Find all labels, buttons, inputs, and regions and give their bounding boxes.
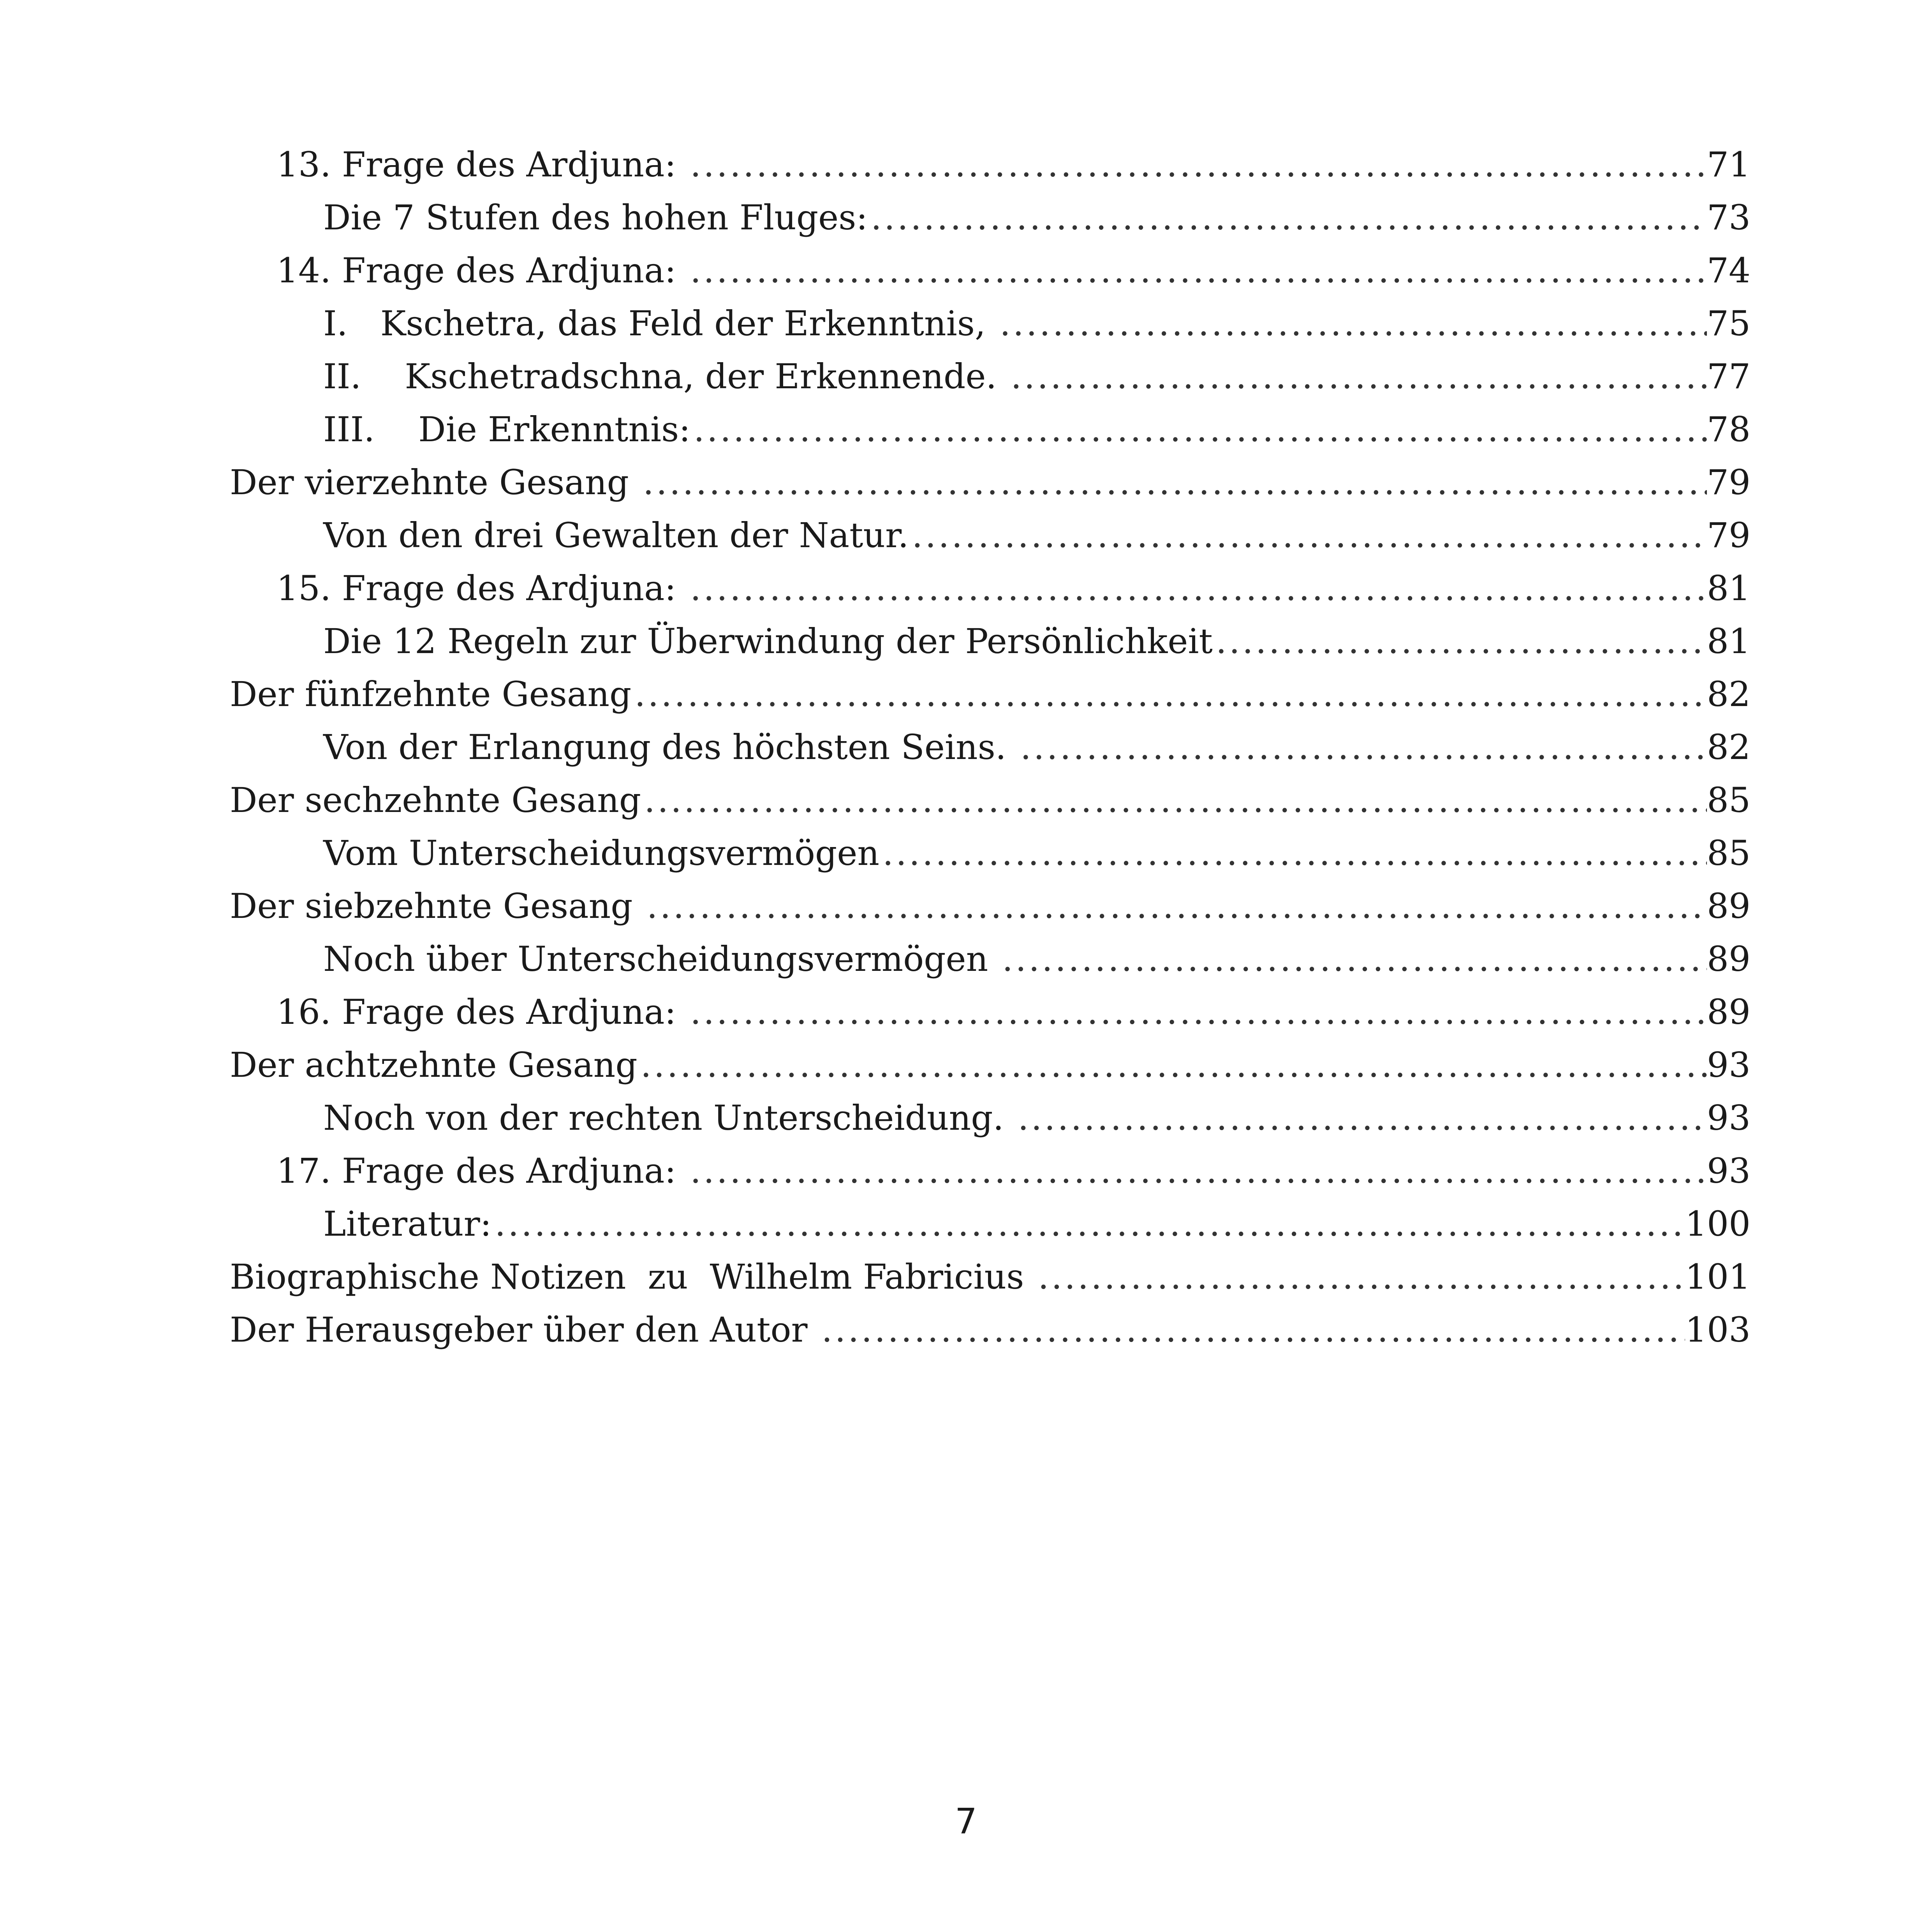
- toc-entry[interactable]: [230, 986, 1751, 1039]
- toc-entry-page: 73: [1707, 197, 1751, 238]
- toc-entry[interactable]: [230, 1039, 1751, 1092]
- dot-leader: [690, 403, 1707, 456]
- toc-entry-page: 81: [1707, 568, 1751, 608]
- toc-entry[interactable]: [230, 1145, 1751, 1198]
- toc-entry-label: 14. Frage des Ardjuna:: [277, 250, 687, 291]
- toc-entry[interactable]: [230, 191, 1751, 244]
- toc-entry[interactable]: [230, 880, 1751, 933]
- toc-entry[interactable]: [230, 456, 1751, 509]
- toc-entry-page: 103: [1685, 1310, 1751, 1350]
- toc-entry-page: 82: [1707, 727, 1751, 767]
- toc-entry-page: 93: [1707, 1098, 1751, 1138]
- toc-entry-label: Der achtzehnte Gesang: [230, 1045, 638, 1085]
- dot-leader: [491, 1198, 1685, 1250]
- dot-leader: [687, 244, 1707, 297]
- toc-entry-label: Die 12 Regeln zur Überwindung der Persönlichkeit: [323, 621, 1213, 661]
- toc-entry[interactable]: [230, 297, 1751, 350]
- toc-entry[interactable]: [230, 562, 1751, 615]
- toc-entry-label: Der sechzehnte Gesang: [230, 780, 641, 820]
- dot-leader: [879, 827, 1707, 880]
- toc-entry-page: 82: [1707, 674, 1751, 714]
- toc-entry[interactable]: [230, 774, 1751, 827]
- toc-entry-label: Die 7 Stufen des hohen Fluges:: [323, 197, 868, 238]
- toc-entry-page: 89: [1707, 992, 1751, 1032]
- dot-leader: [909, 509, 1707, 562]
- toc-entry-page: 71: [1707, 144, 1751, 185]
- table-of-contents: [230, 138, 1751, 1356]
- toc-entry[interactable]: [230, 403, 1751, 456]
- dot-leader: [641, 774, 1707, 827]
- toc-entry-label: Biographische Notizen zu Wilhelm Fabricius: [230, 1257, 1035, 1297]
- toc-entry[interactable]: [230, 509, 1751, 562]
- toc-entry-page: 93: [1707, 1045, 1751, 1085]
- toc-entry-label: Noch über Unterscheidungsvermögen: [323, 939, 999, 979]
- toc-entry-page: 78: [1707, 409, 1751, 449]
- dot-leader: [638, 1039, 1707, 1092]
- dot-leader: [819, 1303, 1685, 1356]
- toc-entry-page: 77: [1707, 356, 1751, 396]
- toc-entry-label: Noch von der rechten Unterscheidung.: [323, 1098, 1015, 1138]
- toc-entry-label: Der Herausgeber über den Autor: [230, 1310, 819, 1350]
- dot-leader: [687, 138, 1707, 191]
- toc-entry-label: Der siebzehnte Gesang: [230, 886, 644, 926]
- toc-entry-page: 81: [1707, 621, 1751, 661]
- toc-entry[interactable]: [230, 668, 1751, 721]
- toc-entry-page: 75: [1707, 303, 1751, 343]
- dot-leader: [1017, 721, 1707, 774]
- toc-entry-page: 79: [1707, 462, 1751, 502]
- toc-entry[interactable]: [230, 615, 1751, 668]
- toc-entry[interactable]: [230, 244, 1751, 297]
- toc-entry[interactable]: [230, 1092, 1751, 1145]
- dot-leader: [999, 933, 1707, 986]
- toc-entry-label: Der fünfzehnte Gesang: [230, 674, 632, 714]
- toc-entry[interactable]: [230, 138, 1751, 191]
- toc-entry-label: Von den drei Gewalten der Natur.: [323, 515, 909, 555]
- toc-entry[interactable]: [230, 827, 1751, 880]
- dot-leader: [687, 1145, 1707, 1198]
- toc-entry[interactable]: [230, 1250, 1751, 1303]
- dot-leader: [1035, 1250, 1685, 1303]
- toc-entry[interactable]: [230, 1198, 1751, 1250]
- toc-entry-label: 13. Frage des Ardjuna:: [277, 144, 687, 185]
- dot-leader: [631, 668, 1707, 721]
- dot-leader: [1007, 350, 1707, 403]
- dot-leader: [644, 880, 1707, 933]
- toc-entry-page: 74: [1707, 250, 1751, 291]
- toc-entry-label: II. Kschetradschna, der Erkennende.: [323, 356, 1008, 396]
- toc-entry-label: III. Die Erkenntnis:: [323, 409, 690, 449]
- dot-leader: [997, 297, 1707, 350]
- toc-entry-page: 100: [1685, 1204, 1751, 1244]
- toc-entry-label: 15. Frage des Ardjuna:: [277, 568, 687, 608]
- toc-entry[interactable]: [230, 721, 1751, 774]
- dot-leader: [640, 456, 1707, 509]
- toc-entry-label: Vom Unterscheidungsvermögen: [323, 833, 880, 873]
- toc-entry-label: 16. Frage des Ardjuna:: [277, 992, 687, 1032]
- toc-entry-page: 101: [1685, 1257, 1751, 1297]
- toc-entry[interactable]: [230, 1303, 1751, 1356]
- toc-entry-page: 79: [1707, 515, 1751, 555]
- toc-entry-label: Der vierzehnte Gesang: [230, 462, 640, 502]
- toc-entry-page: 89: [1707, 939, 1751, 979]
- dot-leader: [1213, 615, 1707, 668]
- toc-entry-page: 85: [1707, 780, 1751, 820]
- toc-entry-label: 17. Frage des Ardjuna:: [277, 1151, 687, 1191]
- dot-leader: [1015, 1092, 1707, 1145]
- toc-entry[interactable]: [230, 933, 1751, 986]
- dot-leader: [868, 191, 1707, 244]
- toc-entry-label: Von der Erlangung des höchsten Seins.: [323, 727, 1017, 767]
- toc-entry-label: I. Kschetra, das Feld der Erkenntnis,: [323, 303, 997, 343]
- page-number: 7: [955, 1801, 977, 1842]
- dot-leader: [687, 986, 1707, 1039]
- toc-entry-label: Literatur:: [323, 1204, 492, 1244]
- toc-entry[interactable]: [230, 350, 1751, 403]
- toc-entry-page: 89: [1707, 886, 1751, 926]
- toc-entry-page: 85: [1707, 833, 1751, 873]
- toc-entry-page: 93: [1707, 1151, 1751, 1191]
- dot-leader: [687, 562, 1707, 615]
